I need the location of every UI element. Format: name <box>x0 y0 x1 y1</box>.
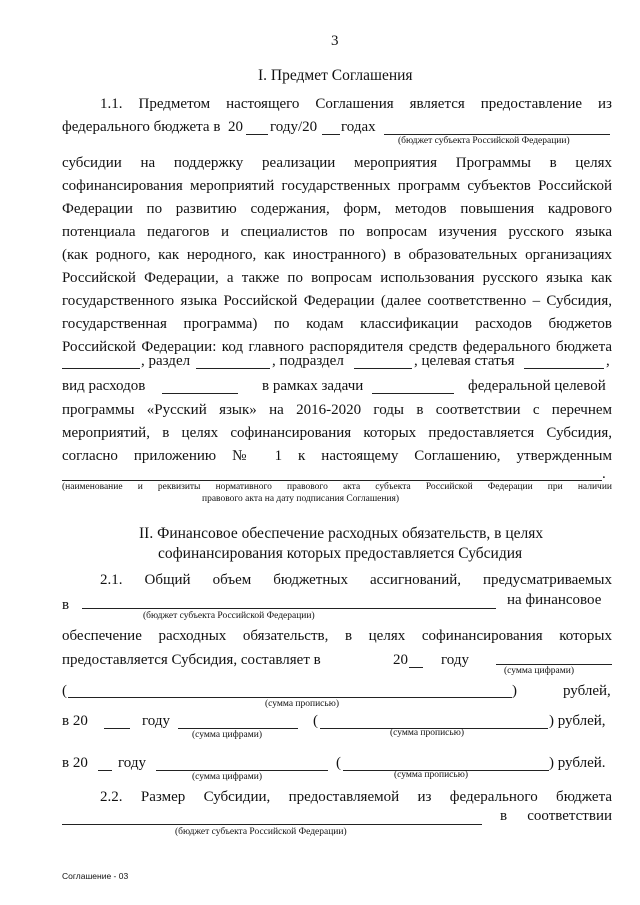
gr-code-blank[interactable] <box>62 368 140 369</box>
legal-act-period: . <box>602 466 606 482</box>
budget-subject-blank-1[interactable] <box>384 134 610 135</box>
hint-digits-row-2: (сумма цифрами) <box>192 772 262 782</box>
year-row-2-label: году <box>118 755 146 771</box>
year-row-1-open-paren: ( <box>313 713 318 729</box>
hint-sum-words-1: (сумма прописью) <box>265 699 339 709</box>
body-line-6: Российской Федерации, а также по вопросам использования русского языка как <box>62 270 612 286</box>
body-line-2: софинансирования мероприятий государственных программ субъектов Российской <box>62 178 612 194</box>
year-row-1-label: году <box>142 713 170 729</box>
year-prefix-2: году/20 <box>270 119 318 135</box>
section-code-blank[interactable] <box>196 368 270 369</box>
hint-legal-act-2: правового акта на дату подписания Соглашения) <box>202 494 400 504</box>
year-row-2-rubles: ) рублей. <box>549 755 606 771</box>
federal-target-label: федеральной целевой <box>468 378 606 394</box>
paragraph-2-2-line-1: 2.2. Размер Субсидии, предоставляемой из федерального бюджета <box>100 789 612 805</box>
budget-subject-blank-2[interactable] <box>82 608 496 609</box>
sum-digits-blank-1[interactable] <box>496 664 612 665</box>
paragraph-2-2-line-2: в соответствии <box>500 808 612 824</box>
hint-words-row-2: (сумма прописью) <box>394 770 468 780</box>
year-blank-1[interactable] <box>246 134 268 135</box>
task-label: в рамках задачи <box>262 378 364 394</box>
section-code-label: , раздел <box>141 353 191 369</box>
task-blank[interactable] <box>372 393 454 394</box>
body-line-12: согласно приложению № 1 к настоящему Соглашению, утвержденным <box>62 448 612 464</box>
sum-words-blank-1[interactable] <box>68 697 512 698</box>
body-line-4: потенциала педагогов и специалистов по вопросам изучения русского языка <box>62 224 612 240</box>
paragraph-2-1-line-3: обеспечение расходных обязательств, в целях софинансирования которых <box>62 628 612 644</box>
year-prefix-3: 20 <box>393 652 408 668</box>
year-prefix-1: 20 <box>228 119 243 135</box>
rubles-label-1: рублей, <box>563 683 611 699</box>
year-blank-3[interactable] <box>409 667 423 668</box>
sum-words-open-paren: ( <box>62 683 67 699</box>
expense-type-label: вид расходов <box>62 378 146 394</box>
year-row-2-year: в 20 <box>62 755 88 771</box>
body-line-9: Российской Федерации: код главного распорядителя средств федерального бюджета <box>62 339 612 355</box>
body-line-3: Федерации по развитию содержания, форм, методов повышения кадрового <box>62 201 612 217</box>
years-label: годах <box>341 119 376 135</box>
subsection-code-blank[interactable] <box>354 368 412 369</box>
hint-budget-subject-3: (бюджет субъекта Российской Федерации) <box>175 827 347 837</box>
year-row-2-open-paren: ( <box>336 755 341 771</box>
section-1-title: I. Предмет Соглашения <box>258 67 413 84</box>
hint-budget-subject-2: (бюджет субъекта Российской Федерации) <box>143 611 315 621</box>
year-label-3: году <box>441 652 469 668</box>
budget-from-label: федерального бюджета в <box>62 119 221 135</box>
target-article-label: , целевая статья <box>414 353 515 369</box>
paragraph-2-1-line-1: 2.1. Общий объем бюджетных ассигнований, предусматриваемых <box>100 572 612 588</box>
expense-type-blank[interactable] <box>162 393 238 394</box>
legal-act-blank[interactable] <box>62 480 602 481</box>
body-line-1: субсидии на поддержку реализации мероприятия Программы в целях <box>62 155 612 171</box>
hint-budget-subject-1: (бюджет субъекта Российской Федерации) <box>398 136 570 146</box>
paragraph-2-1-line-4: предоставляется Субсидия, составляет в <box>62 652 321 668</box>
hint-legal-act-1: (наименование и реквизиты нормативного правового акта субъекта Российской Федерации при наличии <box>62 482 612 492</box>
paragraph-1-1-line-1: 1.1. Предметом настоящего Соглашения является предоставление из <box>100 96 612 112</box>
body-line-10: программы «Русский язык» на 2016-2020 годы в соответствии с перечнем <box>62 402 612 418</box>
subsection-code-label: , подраздел <box>272 353 344 369</box>
section-2-title-line-2: софинансирования которых предоставляется Субсидия <box>158 545 523 562</box>
hint-digits-row-1: (сумма цифрами) <box>192 730 262 740</box>
year-row-1-year-blank[interactable] <box>104 728 130 729</box>
paragraph-2-1-in: в <box>62 597 70 613</box>
budget-subject-blank-3[interactable] <box>62 824 482 825</box>
body-line-7: государственного языка Российской Федерации (далее соответственно – Субсидия, <box>62 293 612 309</box>
paragraph-2-1-financial: на финансовое <box>507 592 602 608</box>
target-article-blank[interactable] <box>524 368 604 369</box>
codes-line-end: , <box>606 353 610 369</box>
page-number: 3 <box>331 33 339 49</box>
paragraph-1-1-line-2 <box>62 119 220 136</box>
year-row-1-year: в 20 <box>62 713 88 729</box>
year-row-1-digits-blank[interactable] <box>178 728 298 729</box>
year-row-1-rubles: ) рублей, <box>549 713 606 729</box>
year-row-2-year-blank[interactable] <box>98 770 112 771</box>
year-row-2-digits-blank[interactable] <box>156 770 328 771</box>
sum-words-close-paren: ) <box>512 683 517 699</box>
body-line-8: государственная программа) по кодам классификации расходов бюджетов <box>62 316 612 332</box>
footer-label: Соглашение - 03 <box>62 871 129 881</box>
body-line-5: (как родного, как неродного, как иностранного) в образовательных организациях <box>62 247 612 263</box>
section-2-title-line-1: II. Финансовое обеспечение расходных обязательств, в целях <box>139 525 544 542</box>
year-blank-2[interactable] <box>322 134 340 135</box>
hint-sum-digits-1: (сумма цифрами) <box>504 666 574 676</box>
body-line-11: мероприятий, в целях софинансирования которых предоставляется Субсидия, <box>62 425 612 441</box>
hint-words-row-1: (сумма прописью) <box>390 728 464 738</box>
